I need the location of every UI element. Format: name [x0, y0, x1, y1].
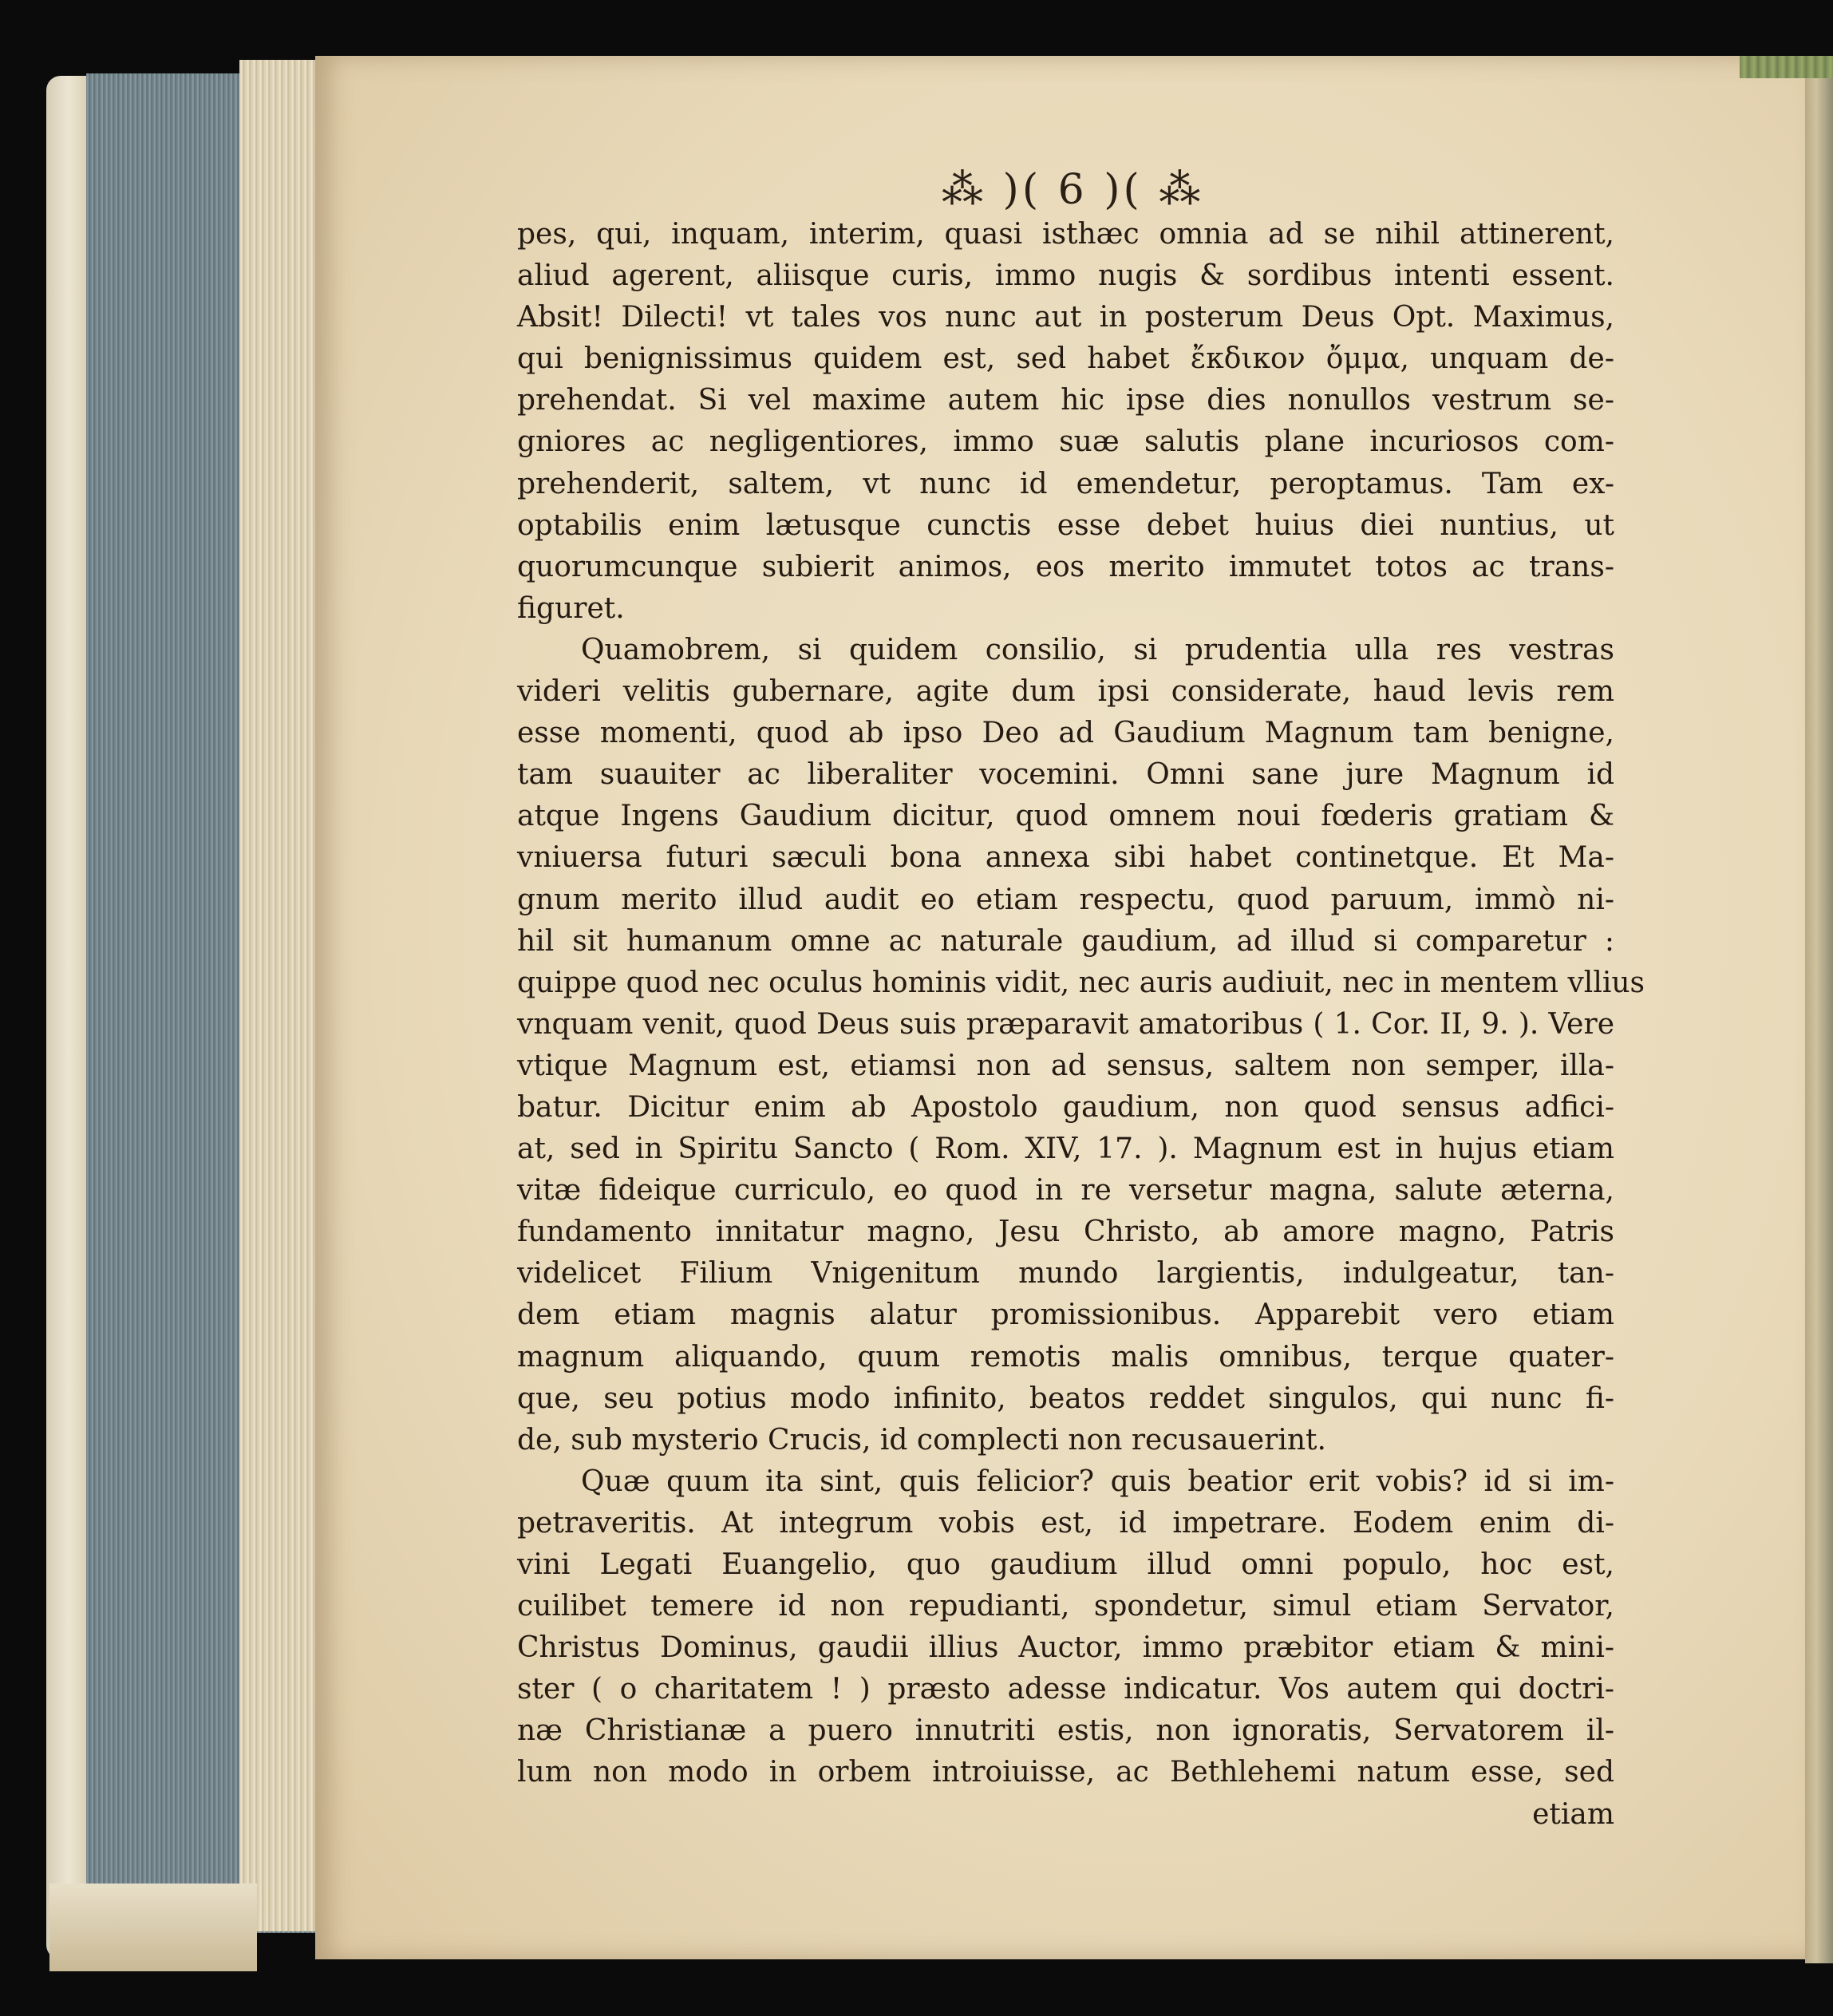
text-line: vitæ fideique curriculo, eo quod in re versetur magna, salute æterna, [517, 1174, 1614, 1208]
bookmark-ribbon [1740, 56, 1833, 78]
facing-page-edge [1805, 56, 1833, 1963]
text-line: gniores ac negligentiores, immo suæ salutis plane incuriosos com- [517, 425, 1614, 459]
catchword: etiam [1532, 1797, 1614, 1831]
text-line: fundamento innitatur magno, Jesu Christo, ab amore magno, Patris [517, 1216, 1614, 1249]
text-line: videri velitis gubernare, agite dum ipsi considerate, haud levis rem [517, 675, 1614, 709]
text-line: Quamobrem, si quidem consilio, si prudentia ulla res vestras [581, 633, 1614, 666]
text-line: lum non modo in orbem introiuisse, ac Bethlehemi natum esse, sed [517, 1756, 1614, 1789]
text-line: gnum merito illud audit eo etiam respectu, quod paruum, immò ni- [517, 883, 1614, 916]
text-line: vnquam venit, quod Deus suis præparavit amatoribus ( 1. Cor. II, 9. ). Vere [517, 1007, 1614, 1041]
text-line: at, sed in Spiritu Sancto ( Rom. XIV, 17. ). Magnum est in hujus etiam [517, 1133, 1614, 1166]
text-line: pes, qui, inquam, interim, quasi isthæc omnia ad se nihil attinerent, [517, 218, 1614, 251]
text-line: petraveritis. At integrum vobis est, id impetrare. Eodem enim di- [517, 1506, 1614, 1540]
text-line: tam suauiter ac liberaliter vocemini. Omni sane jure Magnum id [517, 758, 1614, 792]
text-line: Christus Dominus, gaudii illius Auctor, immo præbitor etiam & mini- [517, 1631, 1614, 1665]
text-line: figuret. [517, 591, 625, 625]
text-line: atque Ingens Gaudium dicitur, quod omnem noui fœderis gratiam & [517, 800, 1614, 833]
text-line: de, sub mysterio Crucis, id complecti non recusauerint. [517, 1423, 1326, 1457]
page-header: ⁂ )( 6 )( ⁂ [942, 166, 1204, 214]
text-line: vini Legati Euangelio, quo gaudium illud omni populo, hoc est, [517, 1548, 1614, 1581]
text-line: Absit! Dilecti! vt tales vos nunc aut in posterum Deus Opt. Maximus, [517, 301, 1614, 334]
text-line: esse momenti, quod ab ipso Deo ad Gaudium Magnum tam benigne, [517, 717, 1614, 750]
text-line: que, seu potius modo infinito, beatos reddet singulos, qui nunc fi- [517, 1382, 1614, 1415]
text-line: vtique Magnum est, etiamsi non ad sensus, saltem non semper, illa- [517, 1049, 1614, 1082]
text-line: batur. Dicitur enim ab Apostolo gaudium, non quod sensus adfici- [517, 1090, 1614, 1124]
text-line: qui benignissimus quidem est, sed habet ἔκδικον ὄμμα, unquam de- [517, 342, 1614, 376]
cover-bottom-corner [49, 1884, 257, 1971]
text-line: aliud agerent, aliisque curis, immo nugis & sordibus intenti essent. [517, 259, 1614, 293]
text-line: magnum aliquando, quum remotis malis omnibus, terque quater- [517, 1340, 1614, 1374]
text-line: ster ( o charitatem ! ) præsto adesse indicatur. Vos autem qui doctri- [517, 1673, 1614, 1706]
text-line: quippe quod nec oculus hominis vidit, nec auris audiuit, nec in mentem vllius [517, 966, 1645, 999]
text-line: prehenderit, saltem, vt nunc id emendetur, peroptamus. Tam ex- [517, 467, 1614, 500]
text-line: næ Christianæ a puero innutriti estis, non ignoratis, Servatorem il- [517, 1714, 1614, 1748]
text-line: dem etiam magnis alatur promissionibus. Apparebit vero etiam [517, 1299, 1614, 1332]
text-line: Quæ quum ita sint, quis felicior? quis beatior erit vobis? id si im- [581, 1465, 1614, 1498]
body-text [517, 214, 1645, 1836]
text-line: quorumcunque subierit animos, eos merito immutet totos ac trans- [517, 550, 1614, 583]
text-line: cuilibet temere id non repudianti, spondetur, simul etiam Servator, [517, 1590, 1614, 1623]
text-line: hil sit humanum omne ac naturale gaudium, ad illud si comparetur : [517, 924, 1614, 958]
stacked-page-edges [239, 60, 327, 1931]
text-line: videlicet Filium Vnigenitum mundo largientis, indulgeatur, tan- [517, 1257, 1614, 1291]
text-line: prehendat. Si vel maxime autem hic ipse dies nonullos vestrum se- [517, 384, 1614, 417]
text-line: vniuersa futuri sæculi bona annexa sibi habet continetque. Et Ma- [517, 841, 1614, 875]
text-line: optabilis enim lætusque cunctis esse debet huius diei nuntius, ut [517, 508, 1614, 542]
